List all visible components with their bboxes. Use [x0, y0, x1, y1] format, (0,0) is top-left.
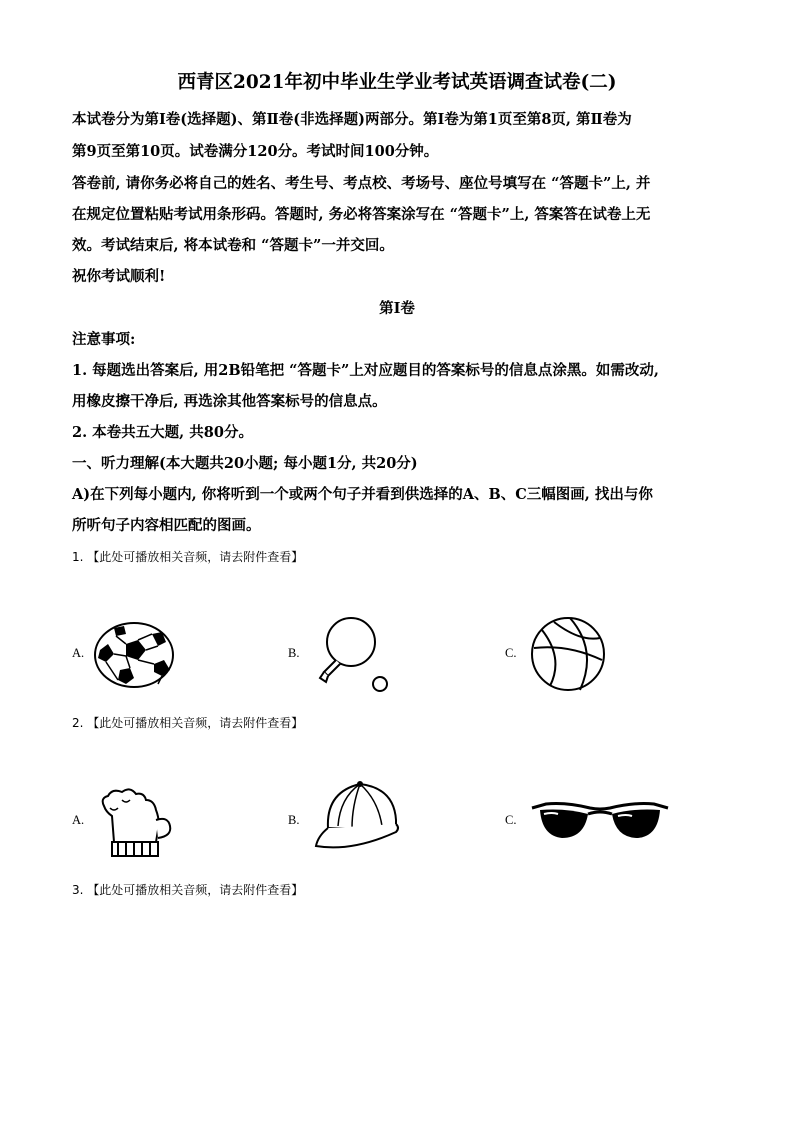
note-line: 用橡皮擦干净后, 再选涂其他答案标号的信息点。 [72, 393, 387, 410]
soccer-ball-icon[interactable] [92, 620, 176, 690]
baseball-cap-icon[interactable] [312, 778, 408, 854]
question-3-audio-link[interactable]: 3. 【此处可播放相关音频，请去附件查看】 [72, 883, 304, 897]
good-luck-line: 祝你考试顺利! [72, 268, 166, 285]
basketball-icon[interactable] [528, 614, 608, 694]
option-letter[interactable]: C. [505, 646, 517, 660]
part-instruction: 所听句子内容相匹配的图画。 [72, 517, 261, 534]
mitten-icon[interactable] [96, 786, 182, 862]
part-heading: 一、听力理解(本大题共20小题; 每小题1分, 共20分) [72, 455, 418, 472]
part-instruction: A)在下列每小题内, 你将听到一个或两个句子并看到供选择的A、B、C三幅图画, 找出与你 [72, 486, 653, 503]
intro-line: 在规定位置粘贴考试用条形码。答题时, 务必将答案涂写在 “答题卡”上, 答案答在试卷上无 [72, 206, 651, 223]
option-letter[interactable]: A. [72, 646, 85, 660]
option-letter[interactable]: A. [72, 813, 85, 827]
note-line: 2. 本卷共五大题, 共80分。 [72, 424, 253, 441]
ping-pong-paddle-icon[interactable] [316, 614, 396, 694]
page-title: 西青区2021年初中毕业生学业考试英语调查试卷(二) [177, 72, 617, 93]
section-title: 第Ⅰ卷 [379, 300, 415, 317]
question-2-audio-link[interactable]: 2. 【此处可播放相关音频，请去附件查看】 [72, 716, 304, 730]
question-1-audio-link[interactable]: 1. 【此处可播放相关音频，请去附件查看】 [72, 550, 304, 564]
note-line: 1. 每题选出答案后, 用2B铅笔把 “答题卡”上对应题目的答案标号的信息点涂黑。如需改动, [72, 362, 659, 379]
option-letter[interactable]: B. [288, 646, 300, 660]
sunglasses-icon[interactable] [530, 796, 670, 846]
intro-line: 答卷前, 请你务必将自己的姓名、考生号、考点校、考场号、座位号填写在 “答题卡”上, 并 [72, 175, 651, 192]
option-letter[interactable]: C. [505, 813, 517, 827]
intro-line: 第9页至第10页。试卷满分120分。考试时间100分钟。 [72, 143, 439, 160]
intro-line: 效。考试结束后, 将本试卷和 “答题卡”一并交回。 [72, 237, 394, 254]
intro-line: 本试卷分为第Ⅰ卷(选择题)、第Ⅱ卷(非选择题)两部分。第Ⅰ卷为第1页至第8页, 第Ⅱ卷为 [72, 111, 632, 128]
option-letter[interactable]: B. [288, 813, 300, 827]
notes-heading: 注意事项: [72, 331, 136, 348]
